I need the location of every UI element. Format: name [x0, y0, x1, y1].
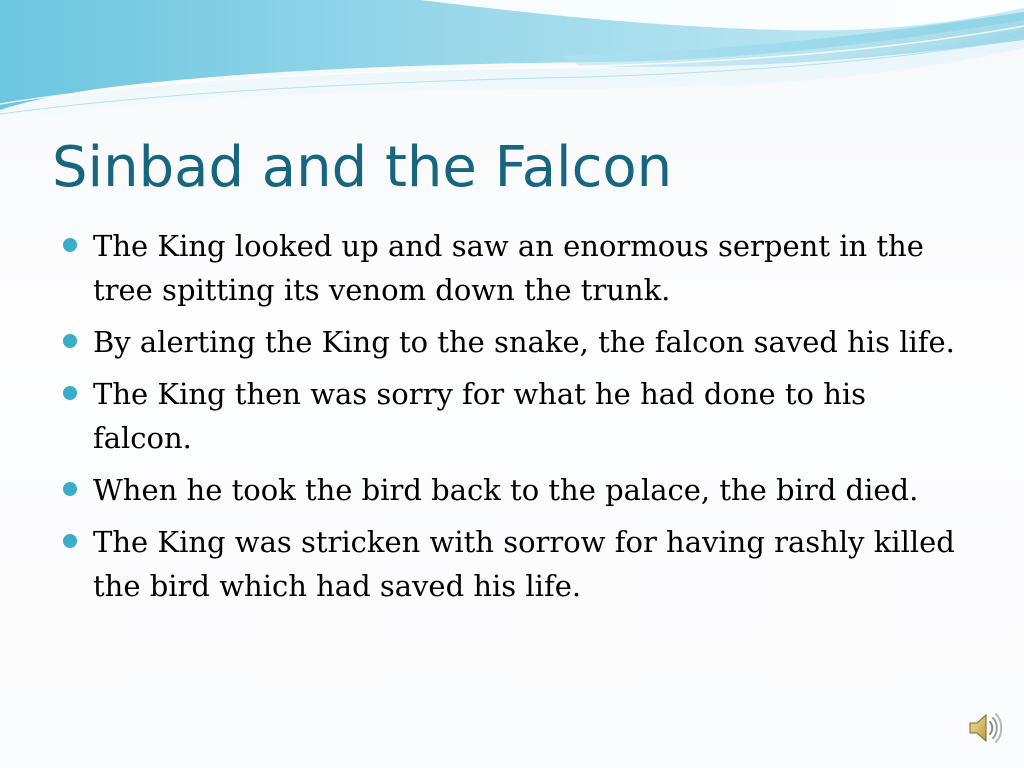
bullet-dot-icon [63, 334, 77, 348]
bullet-dot-icon [63, 534, 77, 548]
bullet-list [62, 224, 962, 616]
wave-header-decoration [0, 0, 1024, 130]
bullet-dot-icon [63, 482, 77, 496]
slide-title: Sinbad and the Falcon [52, 135, 673, 200]
bullet-text: The King looked up and saw an enormous serpent in the tree spitting its venom down the trunk. [93, 229, 924, 307]
list-item [62, 372, 962, 460]
bullet-dot-icon [63, 386, 77, 400]
bullet-text: When he took the bird back to the palace, the bird died. [93, 473, 919, 507]
bullet-text: The King was stricken with sorrow for having rashly killed the bird which had saved his life. [93, 525, 955, 603]
speaker-icon[interactable] [964, 708, 1004, 748]
list-item [62, 320, 962, 364]
list-item [62, 224, 962, 312]
bullet-dot-icon [63, 238, 77, 252]
list-item [62, 520, 962, 608]
bullet-text: By alerting the King to the snake, the falcon saved his life. [93, 325, 955, 359]
list-item [62, 468, 962, 512]
bullet-text: The King then was sorry for what he had done to his falcon. [93, 377, 867, 455]
